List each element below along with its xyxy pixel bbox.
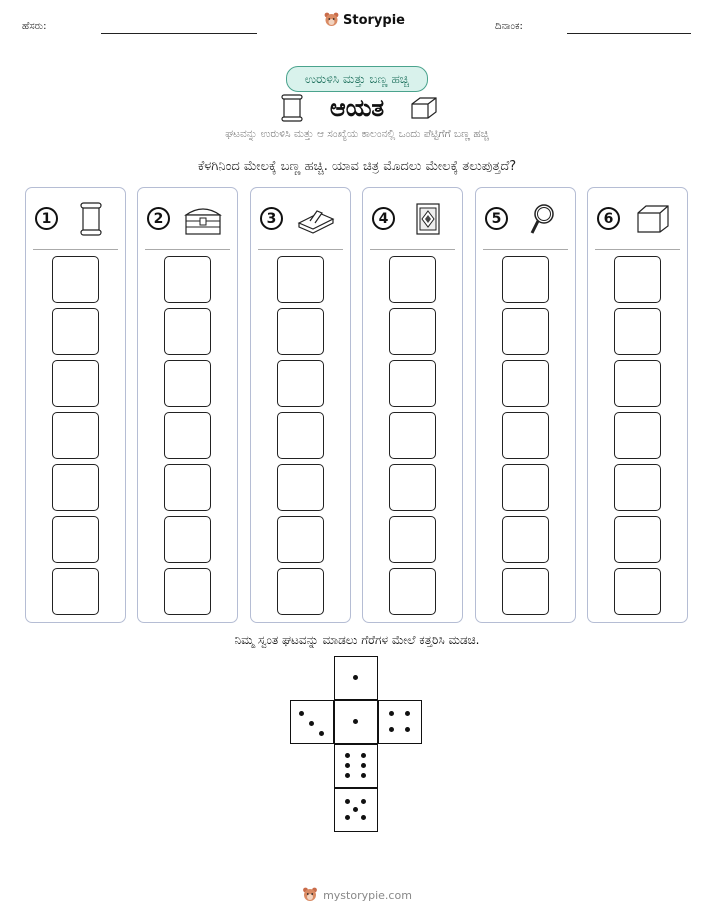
brand-logo xyxy=(324,12,405,28)
color-box[interactable] xyxy=(52,464,99,511)
color-box[interactable] xyxy=(502,412,549,459)
die-pip xyxy=(361,815,366,820)
color-box[interactable] xyxy=(614,464,661,511)
color-box[interactable] xyxy=(164,308,211,355)
footer xyxy=(0,887,714,903)
activity-badge: ಉರುಳಿಸಿ ಮತ್ತು ಬಣ್ಣ ಹಚ್ಚಿ xyxy=(286,66,428,92)
die-pip xyxy=(345,815,350,820)
die-pip xyxy=(345,763,350,768)
die-pip xyxy=(309,721,314,726)
die-pip xyxy=(345,753,350,758)
scroll-icon xyxy=(70,201,112,237)
color-box[interactable] xyxy=(52,412,99,459)
column-number: 1 xyxy=(35,207,58,230)
color-box[interactable] xyxy=(52,568,99,615)
color-box[interactable] xyxy=(277,568,324,615)
bear-mascot-icon xyxy=(324,12,339,28)
color-box[interactable] xyxy=(164,256,211,303)
color-box[interactable] xyxy=(164,412,211,459)
color-box[interactable] xyxy=(277,516,324,563)
color-box[interactable] xyxy=(52,516,99,563)
name-label: ಹೆಸರು: xyxy=(22,21,47,32)
cube-icon xyxy=(409,95,439,121)
column-divider xyxy=(370,249,455,250)
die-pip xyxy=(405,711,410,716)
die-pip xyxy=(353,807,358,812)
die-pip xyxy=(389,711,394,716)
color-box[interactable] xyxy=(389,256,436,303)
die-pip xyxy=(361,799,366,804)
color-box[interactable] xyxy=(614,360,661,407)
page-title: ಆಯತ xyxy=(329,94,385,122)
color-box[interactable] xyxy=(164,568,211,615)
die-pip xyxy=(345,799,350,804)
brand-name: Storypie xyxy=(343,12,405,28)
color-box[interactable] xyxy=(614,412,661,459)
color-box[interactable] xyxy=(52,256,99,303)
rug-icon xyxy=(407,201,449,237)
footer-url[interactable]: mystorypie.com xyxy=(323,888,412,902)
color-box[interactable] xyxy=(389,516,436,563)
color-box[interactable] xyxy=(52,308,99,355)
color-box[interactable] xyxy=(277,464,324,511)
color-box[interactable] xyxy=(389,308,436,355)
cut-fold-instruction: ನಿಮ್ಮ ಸ್ವಂತ ಘಟವನ್ನು ಮಾಡಲು ಗೆರೆಗಳ ಮೇಲೆ ಕತ್ತರಿಸಿ ಮಡಚಿ. xyxy=(234,633,480,647)
color-box[interactable] xyxy=(389,412,436,459)
die-pip xyxy=(353,675,358,680)
die-pip xyxy=(299,711,304,716)
name-line[interactable] xyxy=(101,33,257,34)
column-number: 2 xyxy=(147,207,170,230)
die-pip xyxy=(361,773,366,778)
color-box[interactable] xyxy=(389,568,436,615)
column-2 xyxy=(137,187,238,623)
column-divider xyxy=(483,249,568,250)
column-6 xyxy=(587,187,688,623)
instructions-subtitle: ಘಟವನ್ನು ಉರುಳಿಸಿ ಮತ್ತು ಆ ಸಂಖ್ಯೆಯ ಕಾಲಂನಲ್ಲಿ ಒಂದು ಪೆಟ್ಟಿಗೆಗೆ ಬಣ್ಣ ಹಚ್ಚಿ xyxy=(225,128,489,140)
color-box[interactable] xyxy=(502,256,549,303)
color-box[interactable] xyxy=(614,256,661,303)
cube-icon xyxy=(632,201,674,237)
column-1 xyxy=(25,187,126,623)
date-line[interactable] xyxy=(567,33,691,34)
die-pip xyxy=(345,773,350,778)
color-box[interactable] xyxy=(502,516,549,563)
die-pip xyxy=(389,727,394,732)
die-face xyxy=(290,700,334,744)
color-box[interactable] xyxy=(164,360,211,407)
column-number: 4 xyxy=(372,207,395,230)
die-pip xyxy=(319,731,324,736)
die-face xyxy=(334,700,378,744)
color-box[interactable] xyxy=(502,308,549,355)
color-box[interactable] xyxy=(164,464,211,511)
color-box[interactable] xyxy=(614,516,661,563)
column-4 xyxy=(362,187,463,623)
column-3 xyxy=(250,187,351,623)
column-5 xyxy=(475,187,576,623)
color-box[interactable] xyxy=(614,308,661,355)
die-pip xyxy=(405,727,410,732)
color-box[interactable] xyxy=(277,256,324,303)
color-box[interactable] xyxy=(277,412,324,459)
die-face xyxy=(334,788,378,832)
date-label: ದಿನಾಂಕ: xyxy=(495,21,523,32)
color-box[interactable] xyxy=(614,568,661,615)
color-box[interactable] xyxy=(52,360,99,407)
color-box[interactable] xyxy=(502,464,549,511)
die-pip xyxy=(361,763,366,768)
column-number: 3 xyxy=(260,207,283,230)
color-box[interactable] xyxy=(389,360,436,407)
color-box[interactable] xyxy=(164,516,211,563)
treasure-chest-icon xyxy=(182,201,224,237)
die-pip xyxy=(353,719,358,724)
color-box[interactable] xyxy=(277,308,324,355)
color-box[interactable] xyxy=(277,360,324,407)
die-pip xyxy=(361,753,366,758)
column-divider xyxy=(145,249,230,250)
bear-mascot-icon xyxy=(302,887,318,903)
column-number: 5 xyxy=(485,207,508,230)
question-text: ಕೆಳಗಿನಿಂದ ಮೇಲಕ್ಕೆ ಬಣ್ಣ ಹಚ್ಚಿ. ಯಾವ ಚಿತ್ರ ಮೊದಲು ಮೇಲಕ್ಕೆ ತಲುಪುತ್ತದೆ? xyxy=(197,159,517,174)
column-divider xyxy=(595,249,680,250)
magnifying-glass-icon xyxy=(520,201,562,237)
die-face xyxy=(334,744,378,788)
column-divider xyxy=(258,249,343,250)
column-number: 6 xyxy=(597,207,620,230)
column-divider xyxy=(33,249,118,250)
color-box[interactable] xyxy=(502,568,549,615)
color-box[interactable] xyxy=(389,464,436,511)
die-face xyxy=(334,656,378,700)
die-face xyxy=(378,700,422,744)
color-box[interactable] xyxy=(502,360,549,407)
tray-icon xyxy=(295,201,337,237)
